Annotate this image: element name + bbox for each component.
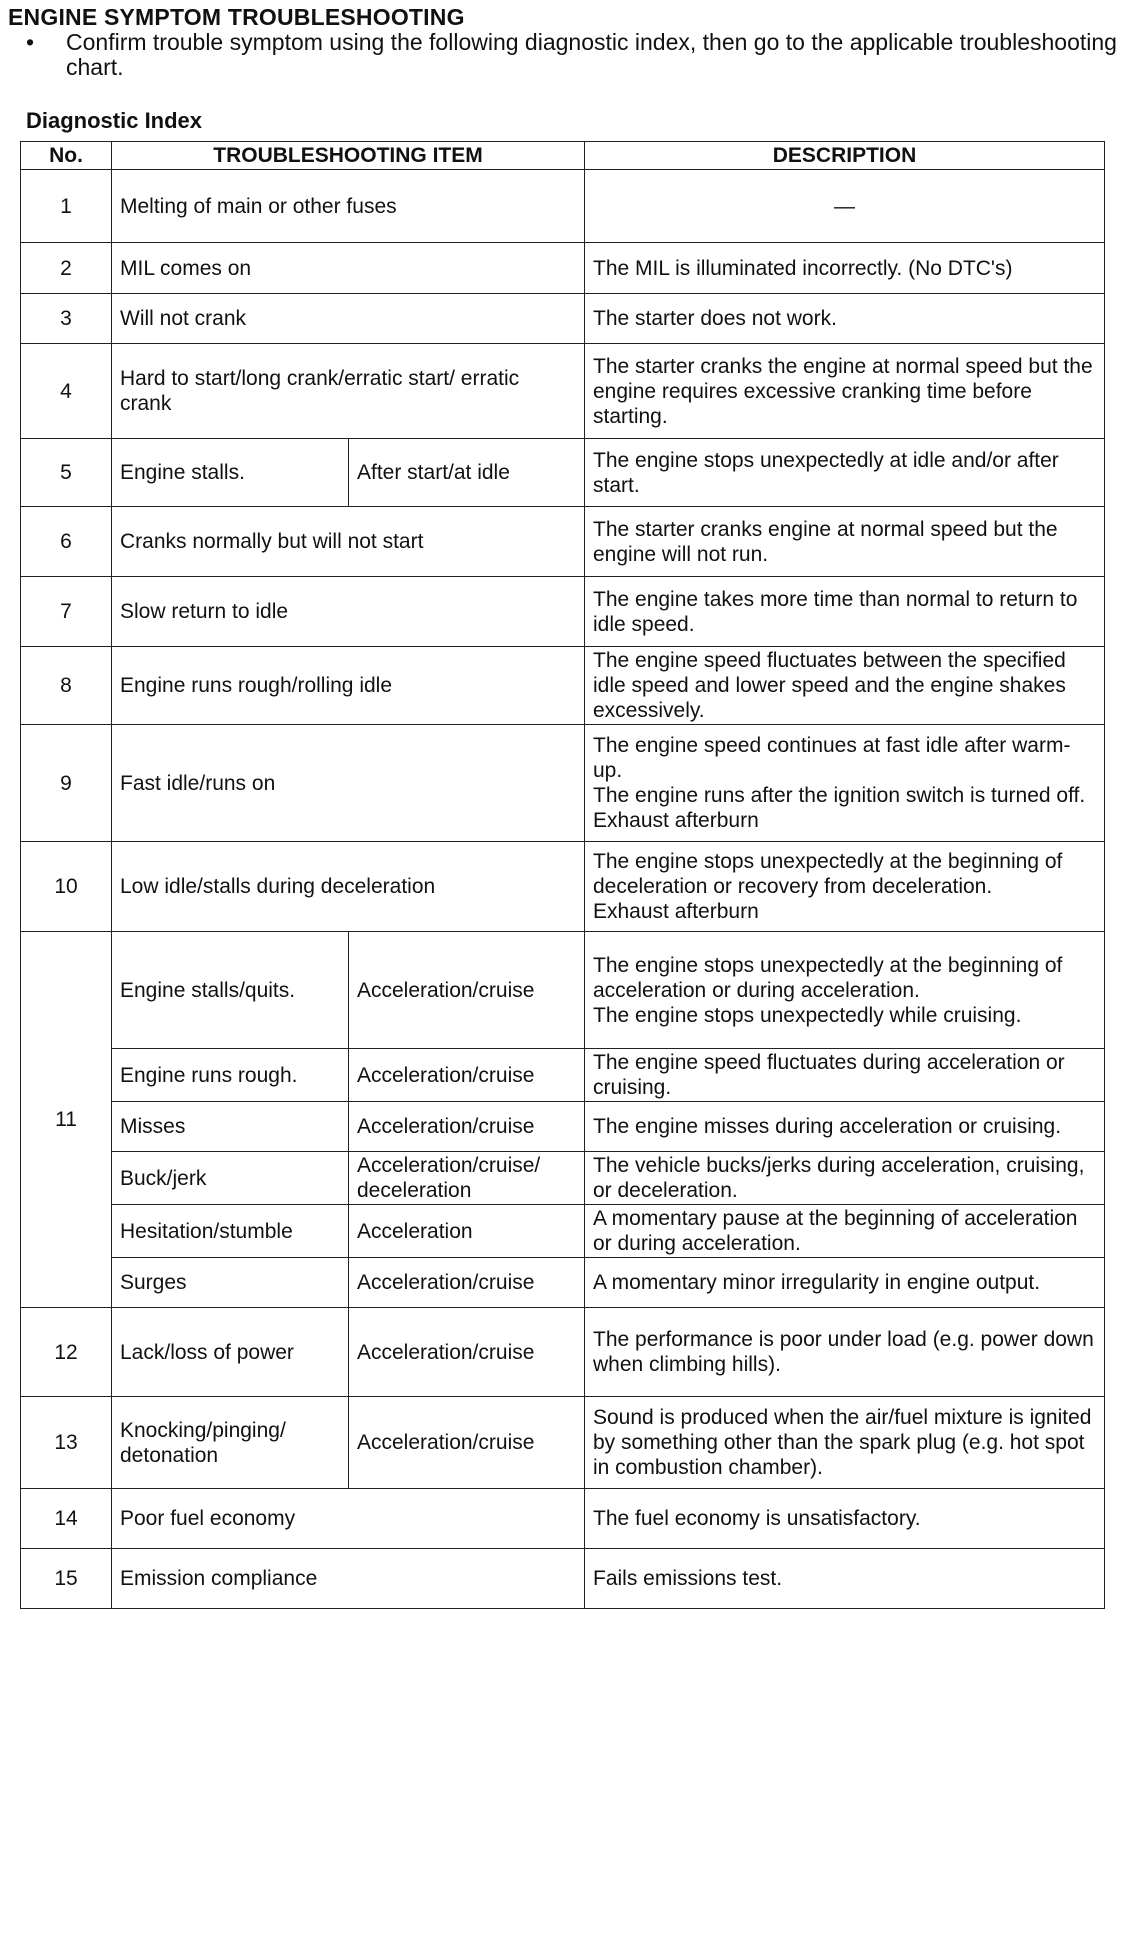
row-number: 11 [21,932,112,1308]
description [585,507,1105,577]
row-number: 4 [21,344,112,439]
diagnostic-index-table [20,141,1105,1609]
header-item: TROUBLESHOOTING ITEM [112,142,585,170]
description [585,1397,1105,1489]
bullet-icon: • [26,29,35,55]
description [585,1152,1105,1205]
table-row [21,647,1105,725]
description [585,1049,1105,1102]
instruction-text: Confirm trouble symptom using the following diagnostic index, then go to the applicable troubleshooting chart. [66,29,1117,80]
description-line: The performance is poor under load (e.g. power down when climbing hills). [593,1328,1094,1376]
table-row [21,439,1105,507]
item-condition: Acceleration/cruise [349,932,585,1049]
description-line: The engine speed fluctuates between the specified idle speed and lower speed and the engine shakes excessively. [593,649,1066,722]
description [585,439,1105,507]
description [585,1489,1105,1549]
description-line: The engine speed fluctuates during acceleration or cruising. [593,1051,1065,1099]
table-row [21,1102,1105,1152]
row-number: 13 [21,1397,112,1489]
header-description: DESCRIPTION [585,142,1105,170]
page-title: ENGINE SYMPTOM TROUBLESHOOTING [8,4,465,30]
row-number: 6 [21,507,112,577]
troubleshooting-item: Surges [112,1258,349,1308]
troubleshooting-item: Engine runs rough/rolling idle [112,647,585,725]
description-line: The starter does not work. [593,307,837,330]
item-condition: Acceleration/cruise [349,1102,585,1152]
item-condition: Acceleration/cruise [349,1308,585,1397]
table-row [21,1308,1105,1397]
description-line: The engine misses during acceleration or cruising. [593,1115,1062,1138]
troubleshooting-item: Cranks normally but will not start [112,507,585,577]
description-line: A momentary pause at the beginning of acceleration or during acceleration. [593,1207,1078,1255]
description-line: Exhaust afterburn [593,809,759,832]
troubleshooting-item: Misses [112,1102,349,1152]
troubleshooting-item: Engine stalls/quits. [112,932,349,1049]
description-line: Sound is produced when the air/fuel mixture is ignited by something other than the spark plug (e.g. hot spot in combustion chamber). [593,1406,1092,1479]
description-line: The engine stops unexpectedly at idle and/or after start. [593,448,1059,497]
table-header-row [21,142,1105,170]
description-line: The starter cranks the engine at normal speed but the engine requires excessive cranking time before starting. [593,354,1093,428]
troubleshooting-item: MIL comes on [112,243,585,294]
description-line: The vehicle bucks/jerks during acceleration, cruising, or deceleration. [593,1154,1085,1202]
row-number: 8 [21,647,112,725]
description [585,1102,1105,1152]
description-line: The fuel economy is unsatisfactory. [593,1507,921,1530]
row-number: 3 [21,294,112,344]
description [585,577,1105,647]
table-row [21,170,1105,243]
troubleshooting-item: Melting of main or other fuses [112,170,585,243]
troubleshooting-item: Lack/loss of power [112,1308,349,1397]
row-number: 10 [21,842,112,932]
description [585,1549,1105,1609]
description [585,647,1105,725]
description-line: The starter cranks engine at normal speed but the engine will not run. [593,517,1058,566]
row-number: 9 [21,725,112,842]
section-title: Diagnostic Index [26,108,203,133]
table-row [21,577,1105,647]
table-row [21,1489,1105,1549]
troubleshooting-item: Buck/jerk [112,1152,349,1205]
description-line: The MIL is illuminated incorrectly. (No DTC's) [593,256,1013,280]
troubleshooting-item: Hard to start/long crank/erratic start/ erratic crank [112,344,585,439]
item-condition: Acceleration/cruise/ deceleration [349,1152,585,1205]
troubleshooting-item: Emission compliance [112,1549,585,1609]
description [585,243,1105,294]
table-row [21,1549,1105,1609]
table-row [21,243,1105,294]
description-line: The engine runs after the ignition switch is turned off. [593,784,1086,807]
description-line: The engine speed continues at fast idle after warm-up. [593,734,1071,782]
table-row [21,725,1105,842]
troubleshooting-item: Low idle/stalls during deceleration [112,842,585,932]
troubleshooting-item: Slow return to idle [112,577,585,647]
item-condition: After start/at idle [349,439,585,507]
description-line: A momentary minor irregularity in engine output. [593,1271,1041,1294]
troubleshooting-item: Engine stalls. [112,439,349,507]
table-row [21,344,1105,439]
description [585,1308,1105,1397]
description-line: The engine takes more time than normal to return to idle speed. [593,587,1078,636]
table-row [21,507,1105,577]
description-line: The engine stops unexpectedly while cruising. [593,1003,1022,1027]
table-row [21,294,1105,344]
description [585,932,1105,1049]
description [585,725,1105,842]
row-number: 14 [21,1489,112,1549]
description [585,842,1105,932]
table-row [21,1258,1105,1308]
table-row [21,1205,1105,1258]
troubleshooting-item: Engine runs rough. [112,1049,349,1102]
row-number: 7 [21,577,112,647]
description-line: Exhaust afterburn [593,900,759,923]
troubleshooting-item: Knocking/pinging/ detonation [112,1397,349,1489]
header-no: No. [21,142,112,170]
instruction [26,30,1121,80]
item-condition: Acceleration/cruise [349,1049,585,1102]
troubleshooting-item: Fast idle/runs on [112,725,585,842]
description [585,294,1105,344]
item-condition: Acceleration [349,1205,585,1258]
description [585,1258,1105,1308]
troubleshooting-item: Poor fuel economy [112,1489,585,1549]
row-number: 12 [21,1308,112,1397]
troubleshooting-item: Hesitation/stumble [112,1205,349,1258]
table-row [21,1152,1105,1205]
item-condition: Acceleration/cruise [349,1258,585,1308]
row-number: 15 [21,1549,112,1609]
description-line: Fails emissions test. [593,1567,783,1590]
description-line: The engine stops unexpectedly at the beginning of acceleration or during acceleration. [593,953,1063,1002]
description [585,344,1105,439]
item-condition: Acceleration/cruise [349,1397,585,1489]
description-line: — [834,194,855,218]
row-number: 1 [21,170,112,243]
table-row [21,1397,1105,1489]
row-number: 2 [21,243,112,294]
description [585,1205,1105,1258]
table-row [21,932,1105,1049]
row-number: 5 [21,439,112,507]
table-row [21,1049,1105,1102]
troubleshooting-item: Will not crank [112,294,585,344]
description-line: The engine stops unexpectedly at the beginning of deceleration or recovery from deceleration. [593,850,1063,898]
table-row [21,842,1105,932]
description [585,170,1105,243]
